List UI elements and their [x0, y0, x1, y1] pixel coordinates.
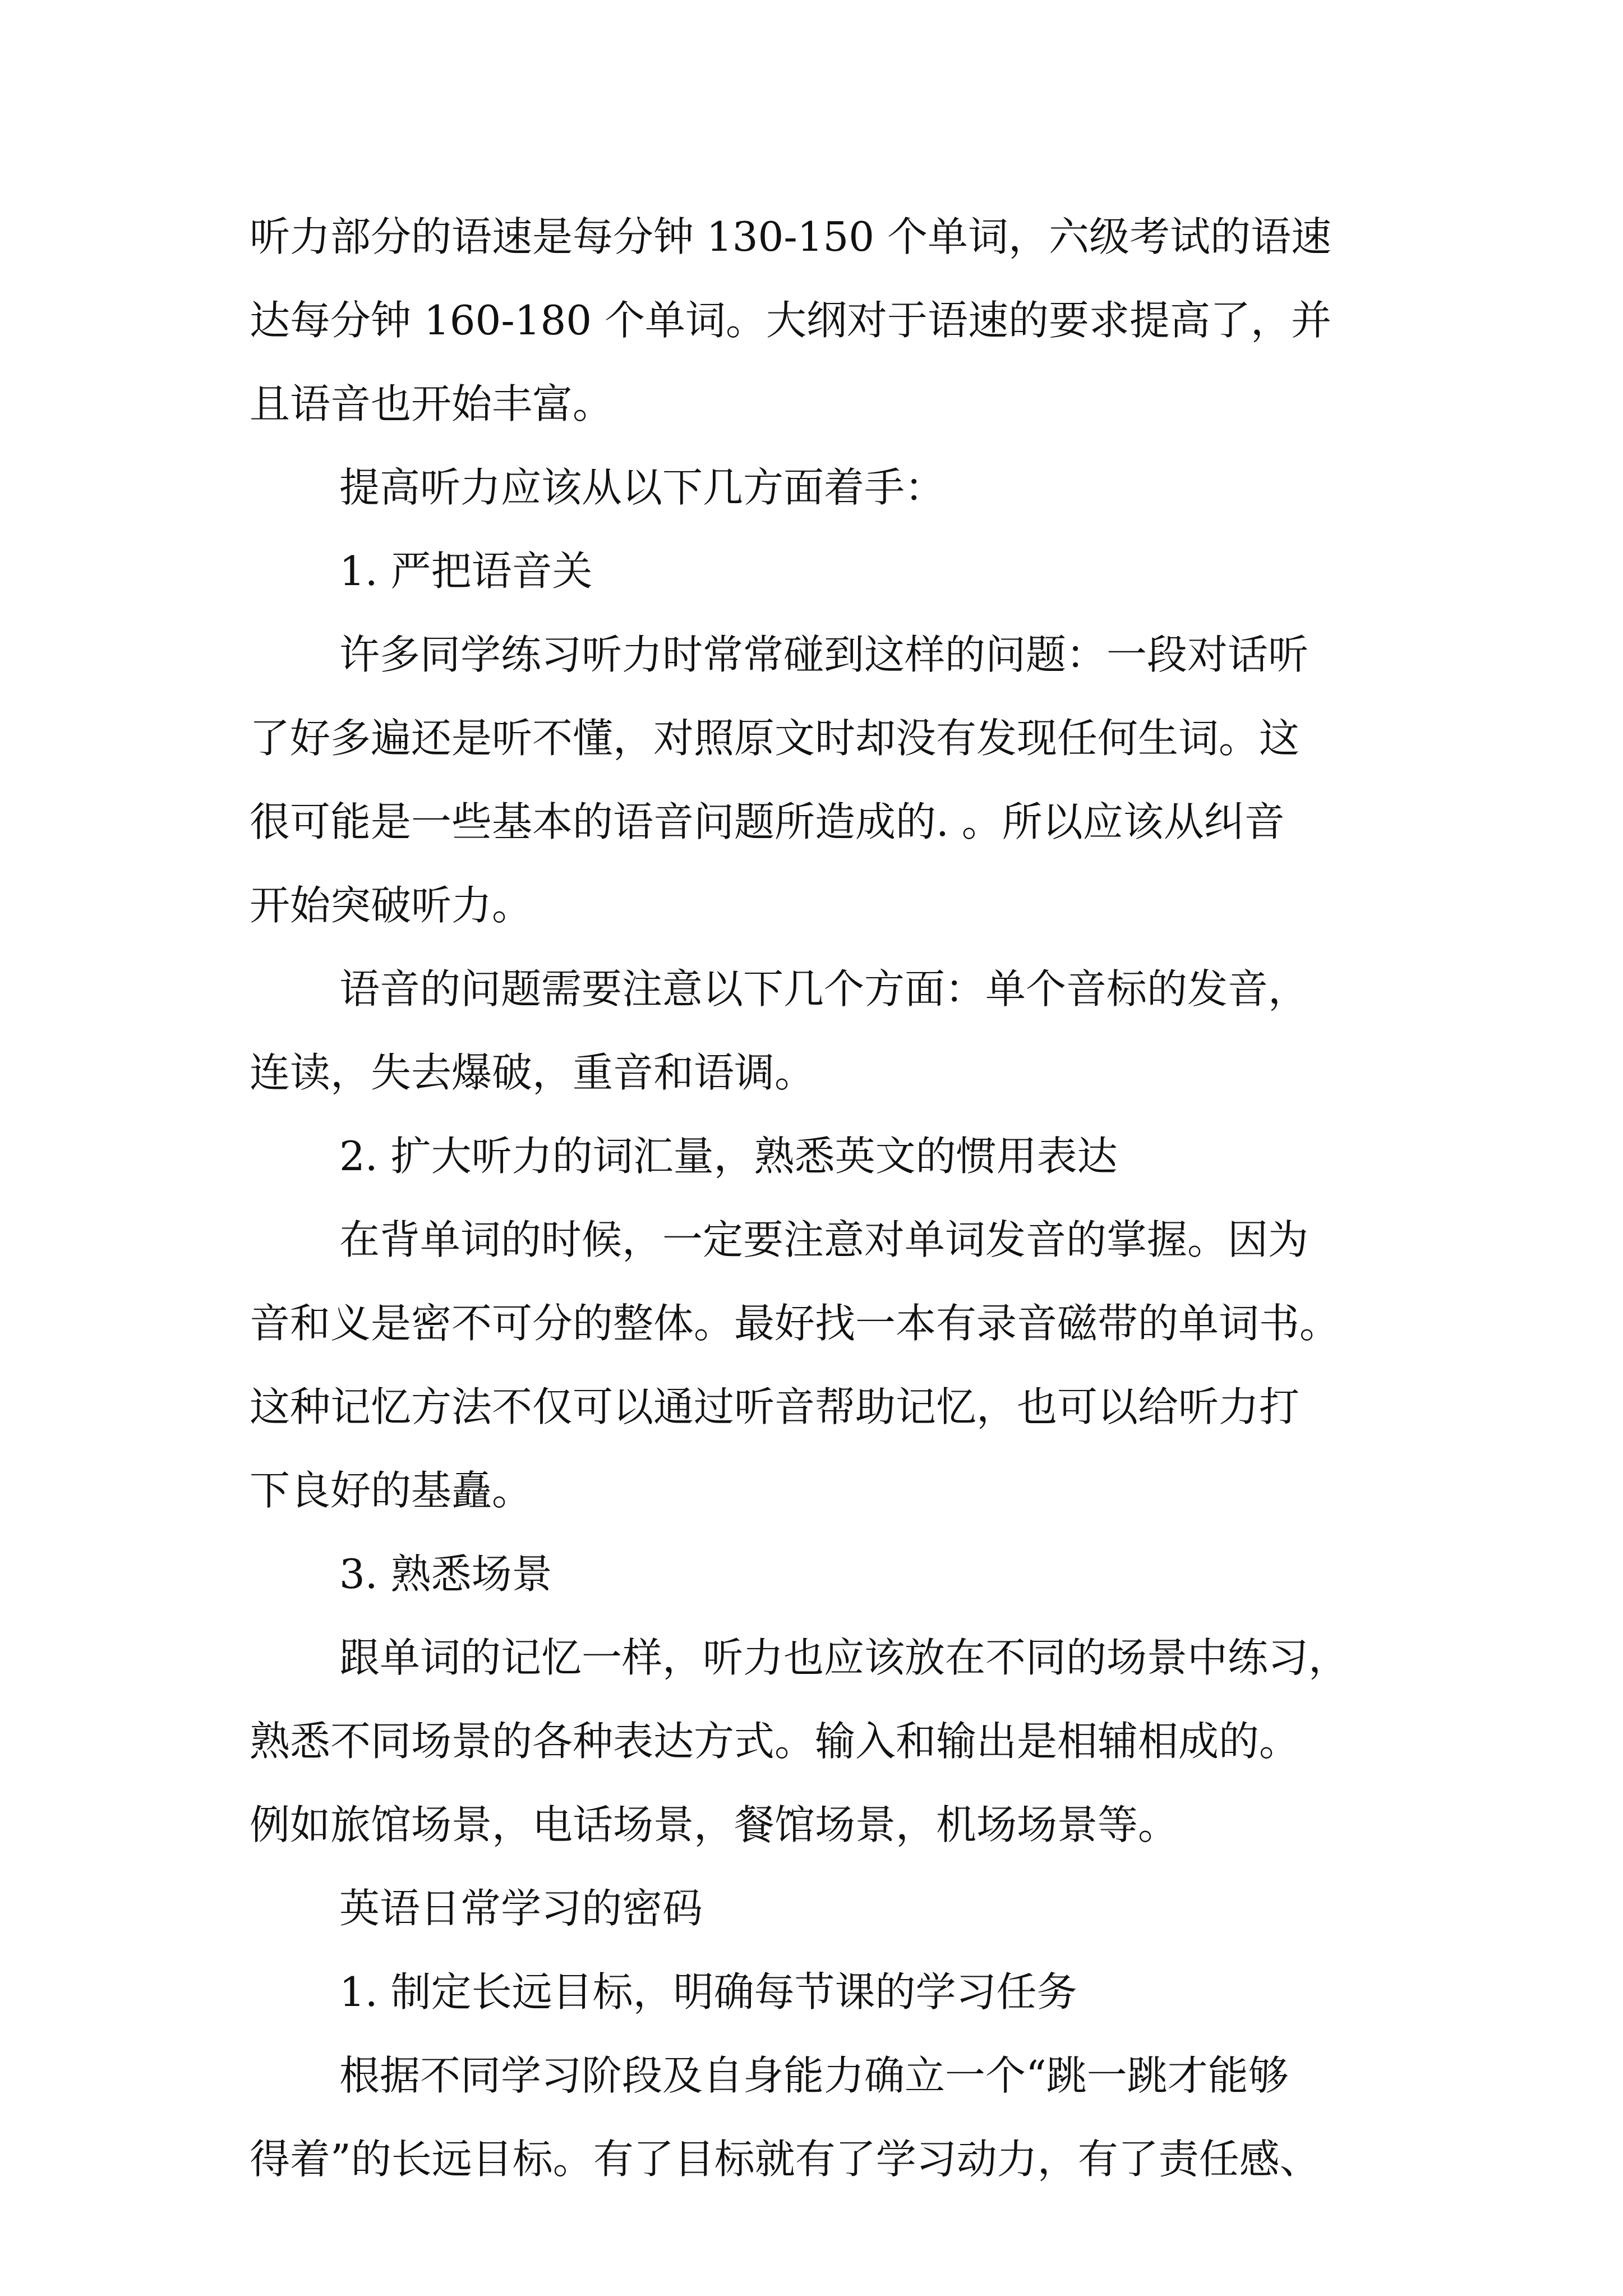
text-line: 开始突破听力。: [250, 882, 533, 929]
section-heading: 1. 严把语音关: [339, 547, 593, 595]
text-line: 得着”的长远目标。有了目标就有了学习动力，有了责任感、: [250, 2136, 1320, 2183]
section-heading: 2. 扩大听力的词汇量，熟悉英文的惯用表达: [339, 1133, 1118, 1180]
text-line: 达每分钟 160-180 个单词。大纲对于语速的要求提高了，并: [250, 297, 1331, 344]
text-line: 熟悉不同场景的各种表达方式。输入和输出是相辅相成的。: [250, 1718, 1300, 1765]
text-line: 音和义是密不可分的整体。最好找一本有录音磁带的单词书。: [250, 1300, 1340, 1347]
text-line: 听力部分的语速是每分钟 130-150 个单词，六级考试的语速: [250, 213, 1331, 260]
document-body: [250, 195, 1391, 2201]
text-line: 提高听力应该从以下几方面着手：: [339, 464, 946, 511]
section-heading: 3. 熟悉场景: [339, 1550, 552, 1598]
text-line: 在背单词的时候，一定要注意对单词发音的掌握。因为: [339, 1216, 1309, 1263]
text-line: 根据不同学习阶段及自身能力确立一个“跳一跳才能够: [339, 2052, 1289, 2099]
text-line: 很可能是一些基本的语音问题所造成的. 。所以应该从纠音: [250, 798, 1285, 845]
section-heading: 英语日常学习的密码: [339, 1885, 703, 1932]
section-heading: 1. 制定长远目标，明确每节课的学习任务: [339, 1968, 1077, 2016]
text-line: 许多同学练习听力时常常碰到这样的问题：一段对话听: [339, 631, 1309, 678]
text-line: 这种记忆方法不仅可以通过听音帮助记忆，也可以给听力打: [250, 1383, 1300, 1430]
text-line: 了好多遍还是听不懂，对照原文时却没有发现任何生词。这: [250, 715, 1300, 762]
text-line: 例如旅馆场景，电话场景，餐馆场景，机场场景等。: [250, 1801, 1179, 1848]
text-line: 下良好的基矗。: [250, 1467, 533, 1514]
text-line: 连读，失去爆破，重音和语调。: [250, 1049, 815, 1096]
text-line: 语音的问题需要注意以下几个方面：单个音标的发音，: [339, 965, 1309, 1013]
text-line: 跟单词的记忆一样，听力也应该放在不同的场景中练习，: [339, 1634, 1349, 1681]
text-line: 且语音也开始丰富。: [250, 380, 614, 427]
